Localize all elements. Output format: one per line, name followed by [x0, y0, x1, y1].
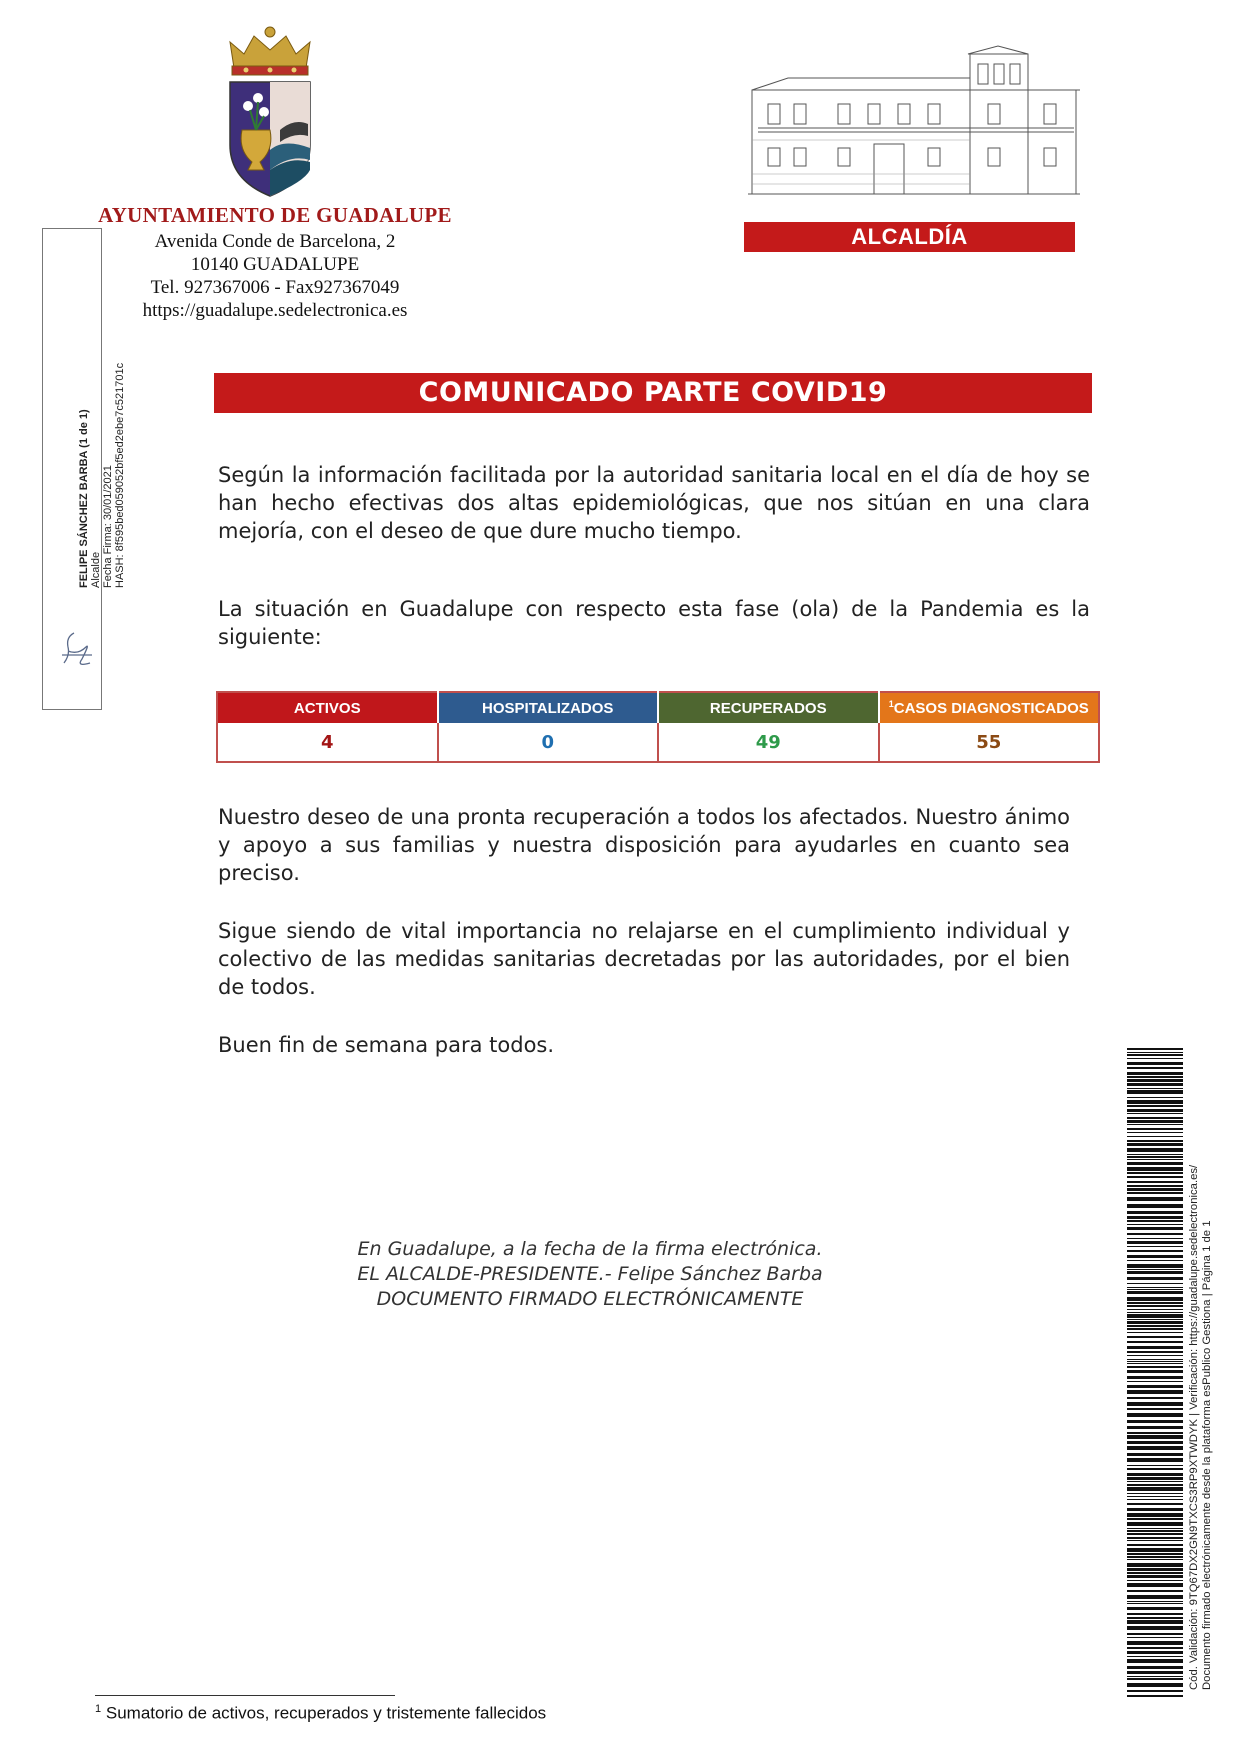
paragraph-intro: Según la información facilitada por la autoridad sanitaria local en el día de hoy se han hecho efectivas dos altas epidemiológicas, que nos sitúan en una clara mejoría, con el deseo de que dure mucho tiempo.	[218, 463, 1090, 543]
municipal-coat-of-arms-logo	[224, 20, 316, 200]
contact-phone-fax: Tel. 927367006 - Fax927367049	[150, 277, 400, 298]
footnote: $^1$ Sumatorio de activos, recuperados y tristemente fallecidos	[95, 1703, 547, 1723]
header-casos-diagnosticados: $^1$CASOS DIAGNOSTICADOS	[879, 692, 1100, 723]
signature-date: Fecha Firma: 30/01/2021	[102, 465, 114, 588]
handwritten-signature-image	[56, 625, 96, 670]
value-casos-diagnosticados: 55	[976, 731, 1002, 753]
value-activos: 4	[217, 723, 438, 762]
signer-name: FELIPE SÁNCHEZ BARBA (1 de 1)	[78, 409, 90, 588]
covid-stats-table	[216, 691, 1100, 763]
stats-value-row	[217, 723, 1099, 762]
address-postal: 10140 GUADALUPE	[190, 254, 360, 275]
paragraph-measures: Sigue siendo de vital importancia no relajarse en el cumplimiento individual y colectivo de las medidas sanitarias decretadas por las autoridades, por el bien de todos.	[218, 919, 1070, 999]
paragraph-wishes: Nuestro deseo de una pronta recuperación a todos los afectados. Nuestro ánimo y apoyo a sus familias y nuestra disposición para ayudarles en cuanto sea preciso.	[218, 805, 1070, 885]
value-hospitalizados: 0	[438, 723, 659, 762]
header-hospitalizados: HOSPITALIZADOS	[438, 692, 659, 723]
organization-name: AYUNTAMIENTO DE GUADALUPE	[98, 203, 452, 227]
validation-barcode	[1127, 1048, 1183, 1698]
closing-signed-note: DOCUMENTO FIRMADO ELECTRÓNICAMENTE	[376, 1288, 804, 1310]
department-banner: ALCALDÍA	[744, 222, 1075, 252]
value-recuperados: 49	[658, 723, 879, 762]
signer-role: Alcalde	[90, 551, 102, 588]
town-hall-building-illustration	[748, 44, 1080, 204]
closing-place-date: En Guadalupe, a la fecha de la firma electrónica.	[357, 1238, 823, 1260]
footnote-divider	[95, 1695, 395, 1696]
signature-info	[78, 363, 126, 588]
document-title: COMUNICADO PARTE COVID19	[214, 373, 1092, 413]
stats-header-row	[217, 692, 1099, 723]
header-activos: ACTIVOS	[217, 692, 438, 723]
validation-platform: Documento firmado electrónicamente desde la plataforma esPublico Gestiona | Página 1 de 1	[1201, 1220, 1213, 1690]
paragraph-situation: La situación en Guadalupe con respecto esta fase (ola) de la Pandemia es la siguiente:	[218, 597, 1090, 649]
address-street: Avenida Conde de Barcelona, 2	[154, 231, 396, 252]
header-recuperados: RECUPERADOS	[658, 692, 879, 723]
paragraph-weekend: Buen fin de semana para todos.	[218, 1033, 555, 1057]
validation-info	[1188, 1165, 1214, 1690]
closing-signatory: EL ALCALDE-PRESIDENTE.- Felipe Sánchez Barba	[357, 1263, 823, 1285]
signature-hash: HASH: 8f595bed059052bf5ed2ebe7c521701c	[114, 362, 126, 588]
website-link[interactable]: https://guadalupe.sedelectronica.es	[142, 300, 408, 321]
validation-code: Cód. Validación: 9TQ67DX2GN9TXCS3RP9XTWDYK | Verificación: https://guadalupe.sedelectronica.es/	[1188, 1164, 1200, 1690]
